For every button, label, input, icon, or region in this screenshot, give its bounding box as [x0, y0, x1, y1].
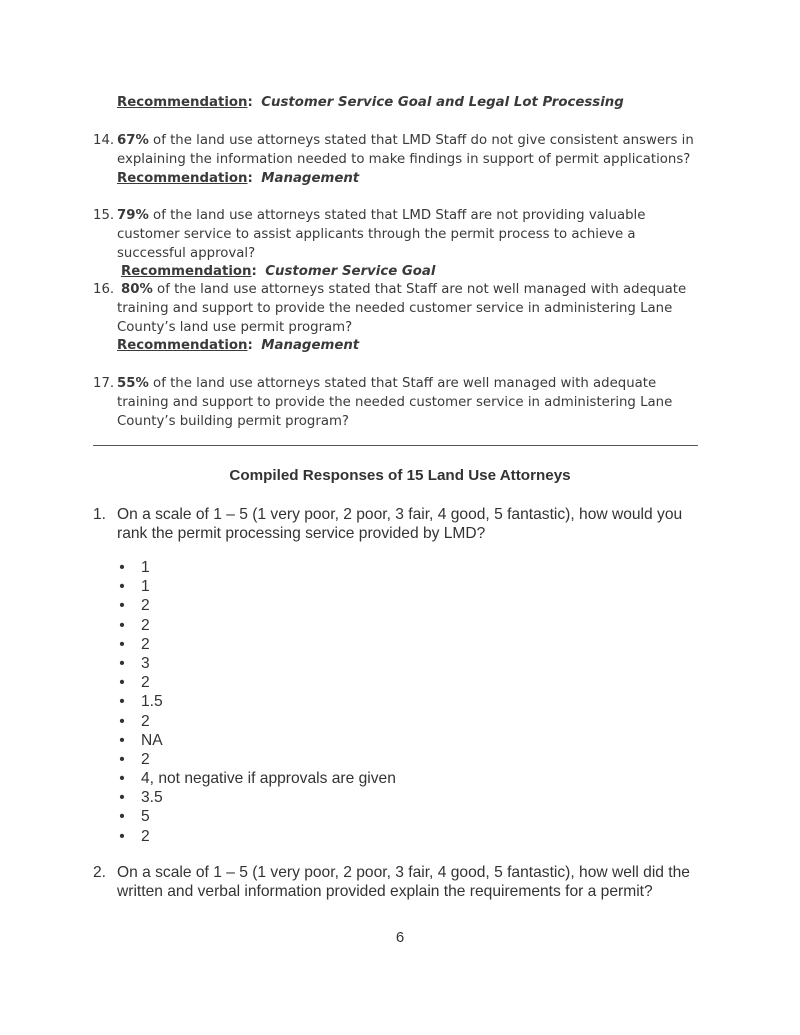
recommendation-colon: : — [247, 95, 253, 110]
answer-item — [117, 654, 396, 673]
finding-item — [93, 375, 703, 431]
question-number: 2. — [93, 864, 107, 881]
finding-item — [93, 281, 703, 356]
finding-number: 15. — [93, 208, 115, 223]
survey-question — [93, 505, 703, 543]
bullet-icon: • — [119, 674, 125, 692]
finding-percent: 67% — [117, 133, 149, 148]
bullet-icon: • — [119, 712, 125, 730]
answer-item — [117, 807, 396, 826]
recommendation-label: Recommendation — [121, 264, 252, 280]
answer-value: 1.5 — [141, 693, 163, 711]
answer-list — [117, 558, 396, 846]
finding-number: 17. — [93, 376, 115, 391]
bullet-icon: • — [119, 654, 125, 672]
survey-question — [93, 863, 703, 901]
finding-text: of the land use attorneys stated that Staff are well managed with adequate training and support to provide the needed customer service in administering Lane County’s building permit program? — [117, 376, 673, 429]
answer-value: 2 — [141, 597, 150, 615]
answer-item — [117, 731, 396, 750]
answer-item — [117, 769, 396, 788]
bullet-icon: • — [119, 693, 125, 711]
recommendation-label: Recommendation — [117, 338, 248, 354]
answer-value: 5 — [141, 808, 150, 826]
bullet-icon: • — [119, 827, 125, 845]
bullet-icon: • — [119, 635, 125, 653]
answer-value: 3 — [141, 654, 150, 672]
answer-value: 2 — [141, 616, 150, 634]
finding-recommendation — [117, 170, 703, 189]
answer-value: 2 — [141, 712, 150, 730]
question-number: 1. — [93, 506, 107, 523]
question-text: On a scale of 1 – 5 (1 very poor, 2 poor, 3 fair, 4 good, 5 fantastic), how would you rank the permit processing service provided by LMD? — [117, 506, 683, 542]
recommendation-colon: : — [247, 170, 253, 186]
horizontal-divider — [93, 445, 698, 446]
bullet-icon: • — [119, 808, 125, 826]
answer-item — [117, 635, 396, 654]
answer-item — [117, 788, 396, 807]
answer-item — [117, 692, 396, 711]
bullet-icon: • — [119, 770, 125, 788]
answer-item — [117, 577, 396, 596]
bullet-icon: • — [119, 731, 125, 749]
finding-text: of the land use attorneys stated that Staff are not well managed with adequate training and support to provide the needed customer service in administering Lane County’s land use permit program? — [117, 282, 687, 335]
answer-value: 3.5 — [141, 789, 163, 807]
finding-recommendation — [117, 263, 703, 282]
recommendation-label: Recommendation — [117, 170, 248, 186]
finding-percent: 80% — [121, 282, 153, 297]
recommendation-value: Management — [261, 170, 360, 186]
finding-item — [93, 207, 703, 282]
recommendation-value: Customer Service Goal — [265, 264, 436, 280]
finding-percent: 55% — [117, 376, 149, 391]
answer-value: 2 — [141, 674, 150, 692]
answer-value: 2 — [141, 750, 150, 768]
recommendation-colon: : — [251, 264, 257, 280]
finding-text: of the land use attorneys stated that LMD Staff do not give consistent answers in explaining the information needed to make findings in support of permit applications? — [117, 133, 694, 167]
answer-value: 2 — [141, 635, 150, 653]
bullet-icon: • — [119, 789, 125, 807]
recommendation-label: Recommendation — [117, 95, 248, 110]
recommendation-value: Customer Service Goal and Legal Lot Processing — [261, 95, 624, 110]
recommendation-value: Management — [261, 338, 360, 354]
answer-item — [117, 596, 396, 615]
answer-item — [117, 750, 396, 769]
finding-item — [93, 132, 703, 188]
answer-item — [117, 827, 396, 846]
bullet-icon: • — [119, 559, 125, 576]
answer-item — [117, 616, 396, 635]
recommendation-colon: : — [247, 338, 253, 354]
question-text: On a scale of 1 – 5 (1 very poor, 2 poor, 3 fair, 4 good, 5 fantastic), how well did the written and verbal information provided explain the requirements for a permit? — [117, 864, 690, 900]
section-title: Compiled Responses of 15 Land Use Attorneys — [229, 467, 571, 484]
bullet-icon: • — [119, 616, 125, 634]
answer-item — [117, 558, 396, 577]
finding-percent: 79% — [117, 208, 149, 223]
answer-value: 1 — [141, 559, 150, 576]
bullet-icon: • — [119, 750, 125, 768]
finding-recommendation — [117, 337, 703, 356]
answer-value: 1 — [141, 578, 150, 596]
page-number: 6 — [395, 929, 405, 946]
finding-number: 16. — [93, 282, 115, 297]
answer-item — [117, 712, 396, 731]
answer-item — [117, 673, 396, 692]
finding-text: of the land use attorneys stated that LMD Staff are not providing valuable customer service to assist applicants through the permit process to achieve a successful approval? — [117, 208, 646, 261]
answer-value: NA — [141, 731, 163, 749]
top-recommendation — [117, 94, 624, 113]
bullet-icon: • — [119, 578, 125, 596]
bullet-icon: • — [119, 597, 125, 615]
answer-value: 2 — [141, 827, 150, 845]
answer-value: 4, not negative if approvals are given — [141, 770, 396, 788]
finding-number: 14. — [93, 133, 115, 148]
